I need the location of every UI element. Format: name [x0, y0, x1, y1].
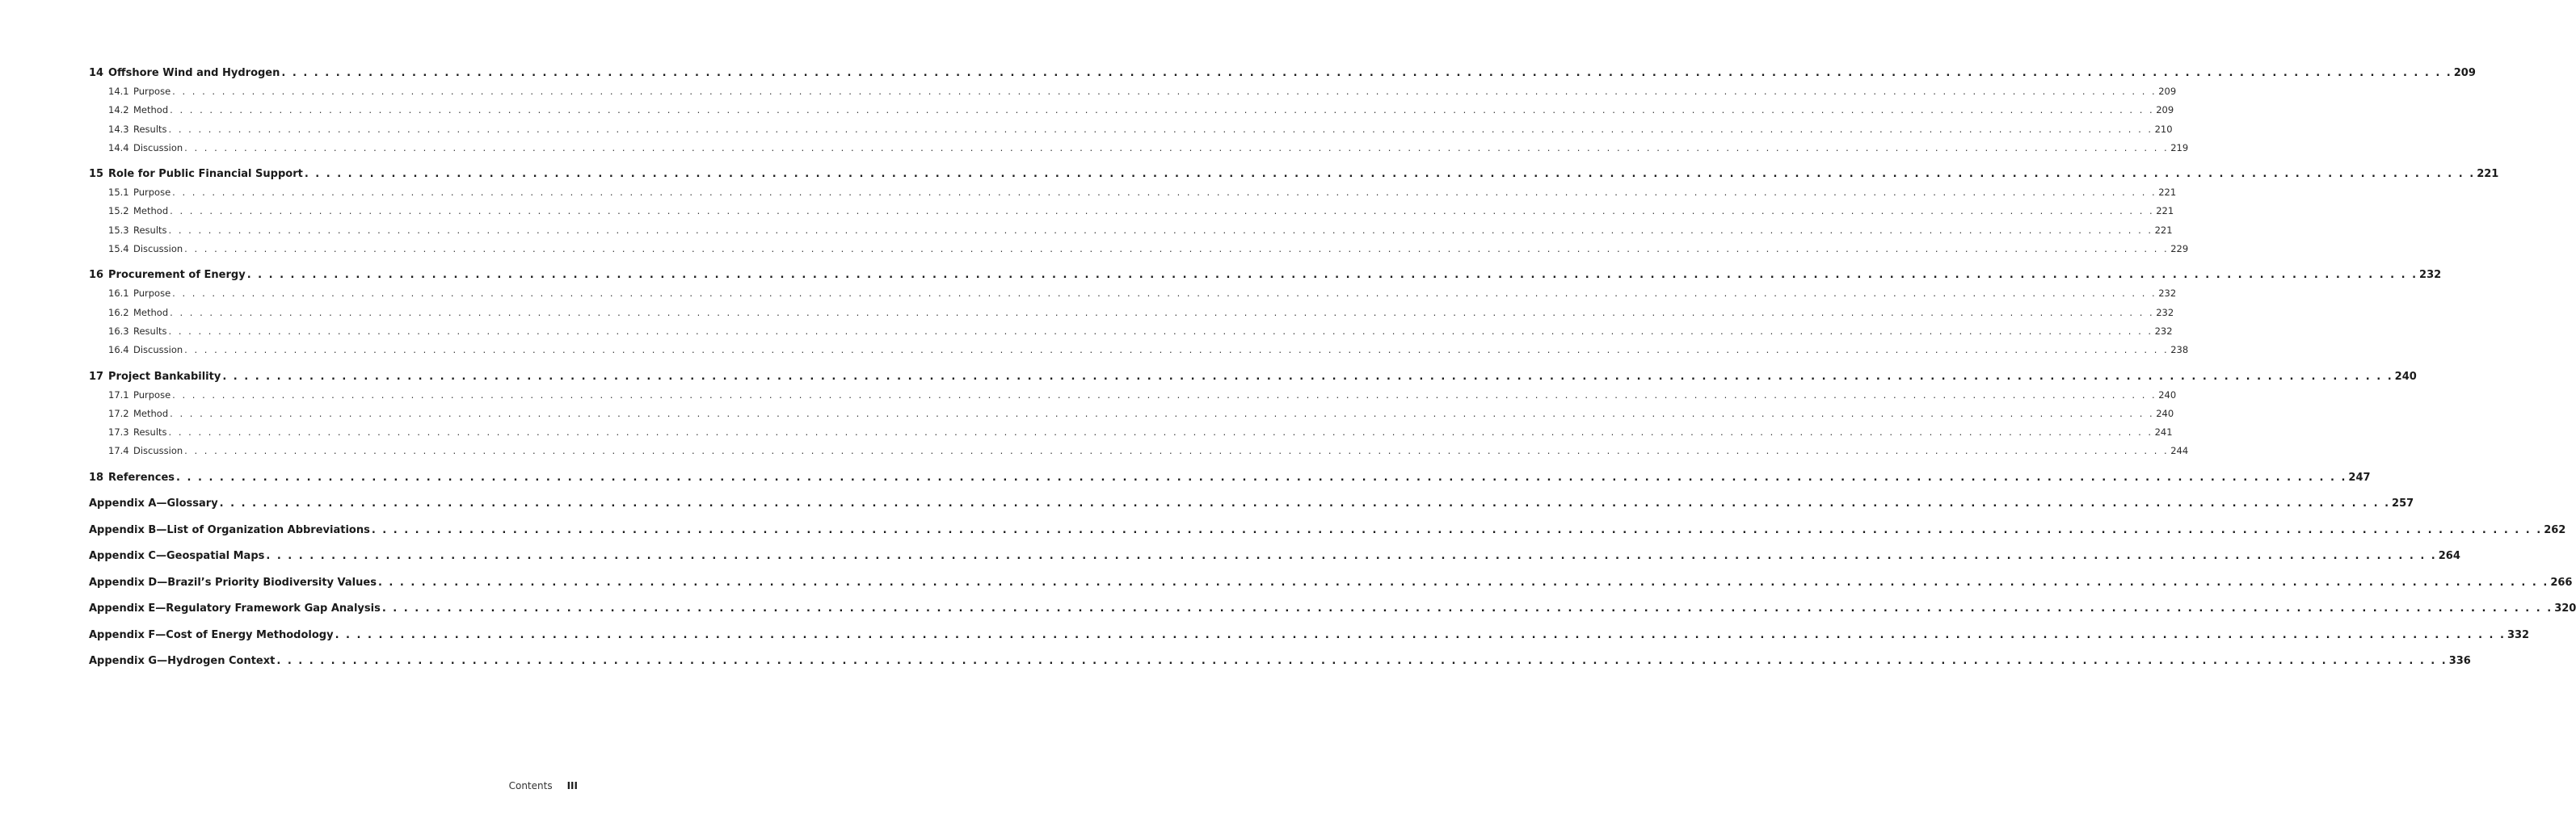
- dot-leader: . . . . . . . . . . . . . . . . . . . . . . . . . . . . . . . . . . . . . . . . . . . . . . . . . . . . . . . . . . . . . . . . . . . . . . . . . . . . . . . . . . . . . . . . . . . . . . . . . . . . . . . . . . . . . . . . . . . . . . . . . . . . . . . . . . . . . . . . . . . . . . . . . . . . . . . . . . . . . . . . . . . . . . . . . . . . . . . . . . . . . . . . . . . . . . . . . . . . . . . .: [172, 187, 2157, 199]
- toc-entry-section[interactable]: [89, 306, 2174, 325]
- toc-entry-title: Results: [133, 123, 167, 135]
- page-footer: [509, 780, 578, 791]
- toc-entry-chapter[interactable]: [89, 67, 2476, 86]
- toc-entry-page: 209: [2453, 67, 2476, 79]
- toc-entry-number: 18: [89, 471, 104, 484]
- toc-entry-page: 257: [2392, 497, 2414, 510]
- toc-entry-title: Method: [133, 104, 169, 116]
- dot-leader: . . . . . . . . . . . . . . . . . . . . . . . . . . . . . . . . . . . . . . . . . . . . . . . . . . . . . . . . . . . . . . . . . . . . . . . . . . . . . . . . . . . . . . . . . . . . . . . . . . . . . . . . . . . . . . . . . . . . . . . . . . . . . . . . . . . . . . . . . . . . . . . . . . . . . . . . . . . . . . . . . . . . . . . . . . . . . . . . . . . . . . . . . . . . . . . . . . . . . . . .: [246, 269, 2418, 282]
- dot-leader: . . . . . . . . . . . . . . . . . . . . . . . . . . . . . . . . . . . . . . . . . . . . . . . . . . . . . . . . . . . . . . . . . . . . . . . . . . . . . . . . . . . . . . . . . . . . . . . . . . . . . . . . . . . . . . . . . . . . . . . . . . . . . . . . . . . . . . . . . . . . . . . . . . . . . . . . . . . . . . . . . . . . . . . . . . . . . . . . . . . . . . . . . . . . . . . . . . . . . . . .: [222, 370, 2393, 383]
- toc-entry-title: Discussion: [133, 344, 183, 356]
- dot-leader: . . . . . . . . . . . . . . . . . . . . . . . . . . . . . . . . . . . . . . . . . . . . . . . . . . . . . . . . . . . . . . . . . . . . . . . . . . . . . . . . . . . . . . . . . . . . . . . . . . . . . . . . . . . . . . . . . . . . . . . . . . . . . . . . . . . . . . . . . . . . . . . . . . . . . . . . . . . . . . . . . . . . . . . . . . . . . . . . . . . . . . . . . . . . . . . . . . . . . . . .: [219, 497, 2391, 510]
- toc-entry-page: 320: [2554, 602, 2576, 615]
- dot-leader: . . . . . . . . . . . . . . . . . . . . . . . . . . . . . . . . . . . . . . . . . . . . . . . . . . . . . . . . . . . . . . . . . . . . . . . . . . . . . . . . . . . . . . . . . . . . . . . . . . . . . . . . . . . . . . . . . . . . . . . . . . . . . . . . . . . . . . . . . . . . . . . . . . . . . . . . . . . . . . . . . . . . . . . . . . . . . . . . . . . . . . . . . . . . . . . . . . . . . . . .: [371, 523, 2543, 536]
- dot-leader: . . . . . . . . . . . . . . . . . . . . . . . . . . . . . . . . . . . . . . . . . . . . . . . . . . . . . . . . . . . . . . . . . . . . . . . . . . . . . . . . . . . . . . . . . . . . . . . . . . . . . . . . . . . . . . . . . . . . . . . . . . . . . . . . . . . . . . . . . . . . . . . . . . . . . . . . . . . . . . . . . . . . . . . . . . . . . . . . . . . . . . . . . . . . . . . . . . . . . . . .: [266, 550, 2437, 563]
- toc-entry-section[interactable]: [89, 123, 2173, 142]
- toc-entry-number: 17.1: [108, 388, 129, 401]
- toc-entry-title: Appendix F—Cost of Energy Methodology: [89, 628, 334, 641]
- toc-entry-number: 16.1: [108, 288, 129, 300]
- toc-entry-number: 17.2: [108, 407, 129, 419]
- dot-leader: . . . . . . . . . . . . . . . . . . . . . . . . . . . . . . . . . . . . . . . . . . . . . . . . . . . . . . . . . . . . . . . . . . . . . . . . . . . . . . . . . . . . . . . . . . . . . . . . . . . . . . . . . . . . . . . . . . . . . . . . . . . . . . . . . . . . . . . . . . . . . . . . . . . . . . . . . . . . . . . . . . . . . . . . . . . . . . . . . . . . . . . . . . . . . . . . . . . . . . . .: [381, 602, 2553, 615]
- toc-entry-appendix[interactable]: [89, 655, 2471, 674]
- toc-entry-title: Results: [133, 325, 167, 337]
- dot-leader: . . . . . . . . . . . . . . . . . . . . . . . . . . . . . . . . . . . . . . . . . . . . . . . . . . . . . . . . . . . . . . . . . . . . . . . . . . . . . . . . . . . . . . . . . . . . . . . . . . . . . . . . . . . . . . . . . . . . . . . . . . . . . . . . . . . . . . . . . . . . . . . . . . . . . . . . . . . . . . . . . . . . . . . . . . . . . . . . . . . . . . . . . . . . . . . . . . . . . . . .: [168, 426, 2153, 439]
- toc-entry-number: 16.2: [108, 306, 129, 318]
- toc-entry-section[interactable]: [89, 104, 2174, 123]
- dot-leader: . . . . . . . . . . . . . . . . . . . . . . . . . . . . . . . . . . . . . . . . . . . . . . . . . . . . . . . . . . . . . . . . . . . . . . . . . . . . . . . . . . . . . . . . . . . . . . . . . . . . . . . . . . . . . . . . . . . . . . . . . . . . . . . . . . . . . . . . . . . . . . . . . . . . . . . . . . . . . . . . . . . . . . . . . . . . . . . . . . . . . . . . . . . . . . . . . . . . . . . .: [168, 325, 2153, 337]
- toc-entry-section[interactable]: [89, 325, 2173, 344]
- dot-leader: . . . . . . . . . . . . . . . . . . . . . . . . . . . . . . . . . . . . . . . . . . . . . . . . . . . . . . . . . . . . . . . . . . . . . . . . . . . . . . . . . . . . . . . . . . . . . . . . . . . . . . . . . . . . . . . . . . . . . . . . . . . . . . . . . . . . . . . . . . . . . . . . . . . . . . . . . . . . . . . . . . . . . . . . . . . . . . . . . . . . . . . . . . . . . . . . . . . . . . . .: [172, 86, 2157, 97]
- toc-entry-number: 16.4: [108, 344, 129, 356]
- toc-entry-section[interactable]: [89, 426, 2173, 445]
- toc-entry-title: Appendix C—Geospatial Maps: [89, 550, 265, 563]
- toc-entry-number: 14.3: [108, 123, 129, 135]
- dot-leader: . . . . . . . . . . . . . . . . . . . . . . . . . . . . . . . . . . . . . . . . . . . . . . . . . . . . . . . . . . . . . . . . . . . . . . . . . . . . . . . . . . . . . . . . . . . . . . . . . . . . . . . . . . . . . . . . . . . . . . . . . . . . . . . . . . . . . . . . . . . . . . . . . . . . . . . . . . . . . . . . . . . . . . . . . . . . . . . . . . . . . . . . . . . . . . . . . . . . . . . .: [184, 243, 2170, 255]
- toc-entry-page: 238: [2170, 344, 2189, 356]
- toc-entry-title: Purpose: [133, 288, 171, 300]
- toc-entry-page: 210: [2154, 123, 2173, 135]
- toc-entry-number: 16.3: [108, 325, 129, 337]
- toc-entry-section[interactable]: [89, 187, 2177, 205]
- dot-leader: . . . . . . . . . . . . . . . . . . . . . . . . . . . . . . . . . . . . . . . . . . . . . . . . . . . . . . . . . . . . . . . . . . . . . . . . . . . . . . . . . . . . . . . . . . . . . . . . . . . . . . . . . . . . . . . . . . . . . . . . . . . . . . . . . . . . . . . . . . . . . . . . . . . . . . . . . . . . . . . . . . . . . . . . . . . . . . . . . . . . . . . . . . . . . . . . . . . . . . . .: [184, 344, 2170, 356]
- toc-entry-number: 15: [89, 168, 104, 181]
- toc-entry-page: 232: [2154, 325, 2173, 337]
- toc-entry-title: Discussion: [133, 243, 183, 255]
- toc-entry-page: 264: [2438, 550, 2460, 563]
- toc-entry-title: Appendix G—Hydrogen Context: [89, 655, 276, 668]
- toc-entry-section[interactable]: [89, 288, 2177, 306]
- toc-entry-title: Project Bankability: [108, 370, 221, 383]
- toc-entry-number: 14.1: [108, 86, 129, 97]
- toc-entry-number: 17: [89, 370, 104, 383]
- toc-entry-appendix[interactable]: [89, 628, 2530, 648]
- toc-entry-title: Appendix A—Glossary: [89, 497, 218, 510]
- toc-entry-title: Purpose: [133, 388, 171, 401]
- toc-entry-section[interactable]: [89, 407, 2174, 426]
- toc-entry-section[interactable]: [89, 86, 2177, 104]
- toc-entry-title: Results: [133, 426, 167, 439]
- toc-entry-title: Purpose: [133, 86, 171, 97]
- toc-entry-page: 221: [2158, 187, 2177, 199]
- toc-entry-page: 232: [2419, 269, 2442, 282]
- toc-entry-page: 221: [2156, 205, 2174, 217]
- toc-entry-title: Role for Public Financial Support: [108, 168, 303, 181]
- toc-entry-number: 15.2: [108, 205, 129, 217]
- toc-entry-chapter[interactable]: [89, 471, 2371, 490]
- toc-entry-chapter[interactable]: [89, 269, 2442, 288]
- footer-page-number: III: [566, 780, 578, 791]
- toc-entry-title: Method: [133, 407, 169, 419]
- toc-entry-appendix[interactable]: [89, 602, 2576, 621]
- toc-entry-appendix[interactable]: [89, 523, 2566, 543]
- dot-leader: . . . . . . . . . . . . . . . . . . . . . . . . . . . . . . . . . . . . . . . . . . . . . . . . . . . . . . . . . . . . . . . . . . . . . . . . . . . . . . . . . . . . . . . . . . . . . . . . . . . . . . . . . . . . . . . . . . . . . . . . . . . . . . . . . . . . . . . . . . . . . . . . . . . . . . . . . . . . . . . . . . . . . . . . . . . . . . . . . . . . . . . . . . . . . . . . . . . . . . . .: [170, 205, 2155, 217]
- toc-entry-title: Appendix B—List of Organization Abbreviations: [89, 523, 370, 536]
- dot-leader: . . . . . . . . . . . . . . . . . . . . . . . . . . . . . . . . . . . . . . . . . . . . . . . . . . . . . . . . . . . . . . . . . . . . . . . . . . . . . . . . . . . . . . . . . . . . . . . . . . . . . . . . . . . . . . . . . . . . . . . . . . . . . . . . . . . . . . . . . . . . . . . . . . . . . . . . . . . . . . . . . . . . . . . . . . . . . . . . . . . . . . . . . . . . . . . . . . . . . . . .: [176, 471, 2347, 484]
- toc-entry-title: Discussion: [133, 445, 183, 457]
- toc-entry-number: 17.4: [108, 445, 129, 457]
- toc-entry-title: Method: [133, 205, 169, 217]
- toc-entry-title: Appendix E—Regulatory Framework Gap Analysis: [89, 602, 381, 615]
- dot-leader: . . . . . . . . . . . . . . . . . . . . . . . . . . . . . . . . . . . . . . . . . . . . . . . . . . . . . . . . . . . . . . . . . . . . . . . . . . . . . . . . . . . . . . . . . . . . . . . . . . . . . . . . . . . . . . . . . . . . . . . . . . . . . . . . . . . . . . . . . . . . . . . . . . . . . . . . . . . . . . . . . . . . . . . . . . . . . . . . . . . . . . . . . . . . . . . . . . . . . . . .: [276, 655, 2448, 668]
- toc-entry-title: Discussion: [133, 141, 183, 153]
- toc-entry-page: 244: [2170, 445, 2189, 457]
- toc-entry-page: 336: [2448, 655, 2471, 668]
- toc-entry-section[interactable]: [89, 224, 2173, 243]
- dot-leader: . . . . . . . . . . . . . . . . . . . . . . . . . . . . . . . . . . . . . . . . . . . . . . . . . . . . . . . . . . . . . . . . . . . . . . . . . . . . . . . . . . . . . . . . . . . . . . . . . . . . . . . . . . . . . . . . . . . . . . . . . . . . . . . . . . . . . . . . . . . . . . . . . . . . . . . . . . . . . . . . . . . . . . . . . . . . . . . . . . . . . . . . . . . . . . . . . . . . . . . .: [377, 576, 2549, 589]
- toc-entry-number: 15.3: [108, 224, 129, 236]
- toc-entry-number: 17.3: [108, 426, 129, 439]
- toc-entry-page: 229: [2170, 243, 2189, 255]
- toc-entry-title: Results: [133, 224, 167, 236]
- toc-entry-appendix[interactable]: [89, 576, 2573, 595]
- dot-leader: . . . . . . . . . . . . . . . . . . . . . . . . . . . . . . . . . . . . . . . . . . . . . . . . . . . . . . . . . . . . . . . . . . . . . . . . . . . . . . . . . . . . . . . . . . . . . . . . . . . . . . . . . . . . . . . . . . . . . . . . . . . . . . . . . . . . . . . . . . . . . . . . . . . . . . . . . . . . . . . . . . . . . . . . . . . . . . . . . . . . . . . . . . . . . . . . . . . . . . . .: [335, 628, 2506, 641]
- toc-entry-number: 14.4: [108, 141, 129, 153]
- toc-entry-number: 14.2: [108, 104, 129, 116]
- toc-entry-number: 16: [89, 269, 104, 282]
- toc-entry-number: 15.4: [108, 243, 129, 255]
- toc-entry-page: 221: [2477, 168, 2499, 181]
- toc-entry-section[interactable]: [89, 141, 2189, 161]
- toc-entry-title: References: [108, 471, 175, 484]
- toc-entry-appendix[interactable]: [89, 497, 2414, 516]
- dot-leader: . . . . . . . . . . . . . . . . . . . . . . . . . . . . . . . . . . . . . . . . . . . . . . . . . . . . . . . . . . . . . . . . . . . . . . . . . . . . . . . . . . . . . . . . . . . . . . . . . . . . . . . . . . . . . . . . . . . . . . . . . . . . . . . . . . . . . . . . . . . . . . . . . . . . . . . . . . . . . . . . . . . . . . . . . . . . . . . . . . . . . . . . . . . . . . . . . . . . . . . .: [170, 104, 2155, 116]
- toc-entry-page: 219: [2170, 141, 2189, 153]
- toc-entry-number: 15.1: [108, 187, 129, 199]
- toc-entry-number: 14: [89, 67, 104, 79]
- table-of-contents: [89, 67, 2576, 674]
- footer-label: Contents: [508, 780, 553, 791]
- dot-leader: . . . . . . . . . . . . . . . . . . . . . . . . . . . . . . . . . . . . . . . . . . . . . . . . . . . . . . . . . . . . . . . . . . . . . . . . . . . . . . . . . . . . . . . . . . . . . . . . . . . . . . . . . . . . . . . . . . . . . . . . . . . . . . . . . . . . . . . . . . . . . . . . . . . . . . . . . . . . . . . . . . . . . . . . . . . . . . . . . . . . . . . . . . . . . . . . . . . . . . . .: [172, 288, 2157, 300]
- toc-entry-title: Procurement of Energy: [108, 269, 246, 282]
- toc-entry-section[interactable]: [89, 243, 2189, 262]
- toc-entry-page: 247: [2348, 471, 2371, 484]
- toc-entry-page: 209: [2158, 86, 2177, 97]
- toc-entry-section[interactable]: [89, 445, 2189, 464]
- toc-entry-page: 209: [2156, 104, 2174, 116]
- toc-entry-section[interactable]: [89, 388, 2177, 408]
- toc-entry-page: 240: [2158, 388, 2177, 401]
- toc-entry-page: 240: [2394, 370, 2417, 383]
- dot-leader: . . . . . . . . . . . . . . . . . . . . . . . . . . . . . . . . . . . . . . . . . . . . . . . . . . . . . . . . . . . . . . . . . . . . . . . . . . . . . . . . . . . . . . . . . . . . . . . . . . . . . . . . . . . . . . . . . . . . . . . . . . . . . . . . . . . . . . . . . . . . . . . . . . . . . . . . . . . . . . . . . . . . . . . . . . . . . . . . . . . . . . . . . . . . . . . . . . . . . . . .: [184, 141, 2170, 153]
- toc-entry-page: 266: [2550, 576, 2573, 589]
- toc-entry-page: 221: [2154, 224, 2173, 236]
- toc-entry-page: 232: [2156, 306, 2174, 318]
- toc-entry-appendix[interactable]: [89, 550, 2460, 569]
- toc-entry-page: 262: [2544, 523, 2566, 536]
- toc-entry-page: 232: [2158, 288, 2177, 300]
- toc-entry-chapter[interactable]: [89, 370, 2417, 389]
- toc-entry-title: Offshore Wind and Hydrogen: [108, 67, 280, 79]
- dot-leader: . . . . . . . . . . . . . . . . . . . . . . . . . . . . . . . . . . . . . . . . . . . . . . . . . . . . . . . . . . . . . . . . . . . . . . . . . . . . . . . . . . . . . . . . . . . . . . . . . . . . . . . . . . . . . . . . . . . . . . . . . . . . . . . . . . . . . . . . . . . . . . . . . . . . . . . . . . . . . . . . . . . . . . . . . . . . . . . . . . . . . . . . . . . . . . . . . . . . . . . .: [172, 388, 2157, 401]
- toc-entry-title: Appendix D—Brazil’s Priority Biodiversity Values: [89, 576, 377, 589]
- toc-entry-page: 241: [2154, 426, 2173, 439]
- toc-entry-chapter[interactable]: [89, 168, 2499, 187]
- toc-entry-page: 332: [2507, 628, 2530, 641]
- dot-leader: . . . . . . . . . . . . . . . . . . . . . . . . . . . . . . . . . . . . . . . . . . . . . . . . . . . . . . . . . . . . . . . . . . . . . . . . . . . . . . . . . . . . . . . . . . . . . . . . . . . . . . . . . . . . . . . . . . . . . . . . . . . . . . . . . . . . . . . . . . . . . . . . . . . . . . . . . . . . . . . . . . . . . . . . . . . . . . . . . . . . . . . . . . . . . . . . . . . . . . . .: [304, 168, 2476, 181]
- toc-entry-title: Purpose: [133, 187, 171, 199]
- dot-leader: . . . . . . . . . . . . . . . . . . . . . . . . . . . . . . . . . . . . . . . . . . . . . . . . . . . . . . . . . . . . . . . . . . . . . . . . . . . . . . . . . . . . . . . . . . . . . . . . . . . . . . . . . . . . . . . . . . . . . . . . . . . . . . . . . . . . . . . . . . . . . . . . . . . . . . . . . . . . . . . . . . . . . . . . . . . . . . . . . . . . . . . . . . . . . . . . . . . . . . . .: [170, 407, 2155, 419]
- toc-entry-section[interactable]: [89, 205, 2174, 224]
- dot-leader: . . . . . . . . . . . . . . . . . . . . . . . . . . . . . . . . . . . . . . . . . . . . . . . . . . . . . . . . . . . . . . . . . . . . . . . . . . . . . . . . . . . . . . . . . . . . . . . . . . . . . . . . . . . . . . . . . . . . . . . . . . . . . . . . . . . . . . . . . . . . . . . . . . . . . . . . . . . . . . . . . . . . . . . . . . . . . . . . . . . . . . . . . . . . . . . . . . . . . . . .: [168, 224, 2153, 236]
- dot-leader: . . . . . . . . . . . . . . . . . . . . . . . . . . . . . . . . . . . . . . . . . . . . . . . . . . . . . . . . . . . . . . . . . . . . . . . . . . . . . . . . . . . . . . . . . . . . . . . . . . . . . . . . . . . . . . . . . . . . . . . . . . . . . . . . . . . . . . . . . . . . . . . . . . . . . . . . . . . . . . . . . . . . . . . . . . . . . . . . . . . . . . . . . . . . . . . . . . . . . . . .: [281, 67, 2452, 79]
- toc-entry-page: 240: [2156, 407, 2174, 419]
- dot-leader: . . . . . . . . . . . . . . . . . . . . . . . . . . . . . . . . . . . . . . . . . . . . . . . . . . . . . . . . . . . . . . . . . . . . . . . . . . . . . . . . . . . . . . . . . . . . . . . . . . . . . . . . . . . . . . . . . . . . . . . . . . . . . . . . . . . . . . . . . . . . . . . . . . . . . . . . . . . . . . . . . . . . . . . . . . . . . . . . . . . . . . . . . . . . . . . . . . . . . . . .: [184, 445, 2170, 457]
- toc-entry-title: Method: [133, 306, 169, 318]
- dot-leader: . . . . . . . . . . . . . . . . . . . . . . . . . . . . . . . . . . . . . . . . . . . . . . . . . . . . . . . . . . . . . . . . . . . . . . . . . . . . . . . . . . . . . . . . . . . . . . . . . . . . . . . . . . . . . . . . . . . . . . . . . . . . . . . . . . . . . . . . . . . . . . . . . . . . . . . . . . . . . . . . . . . . . . . . . . . . . . . . . . . . . . . . . . . . . . . . . . . . . . . .: [170, 306, 2155, 318]
- dot-leader: . . . . . . . . . . . . . . . . . . . . . . . . . . . . . . . . . . . . . . . . . . . . . . . . . . . . . . . . . . . . . . . . . . . . . . . . . . . . . . . . . . . . . . . . . . . . . . . . . . . . . . . . . . . . . . . . . . . . . . . . . . . . . . . . . . . . . . . . . . . . . . . . . . . . . . . . . . . . . . . . . . . . . . . . . . . . . . . . . . . . . . . . . . . . . . . . . . . . . . . .: [168, 123, 2153, 135]
- toc-entry-section[interactable]: [89, 344, 2189, 363]
